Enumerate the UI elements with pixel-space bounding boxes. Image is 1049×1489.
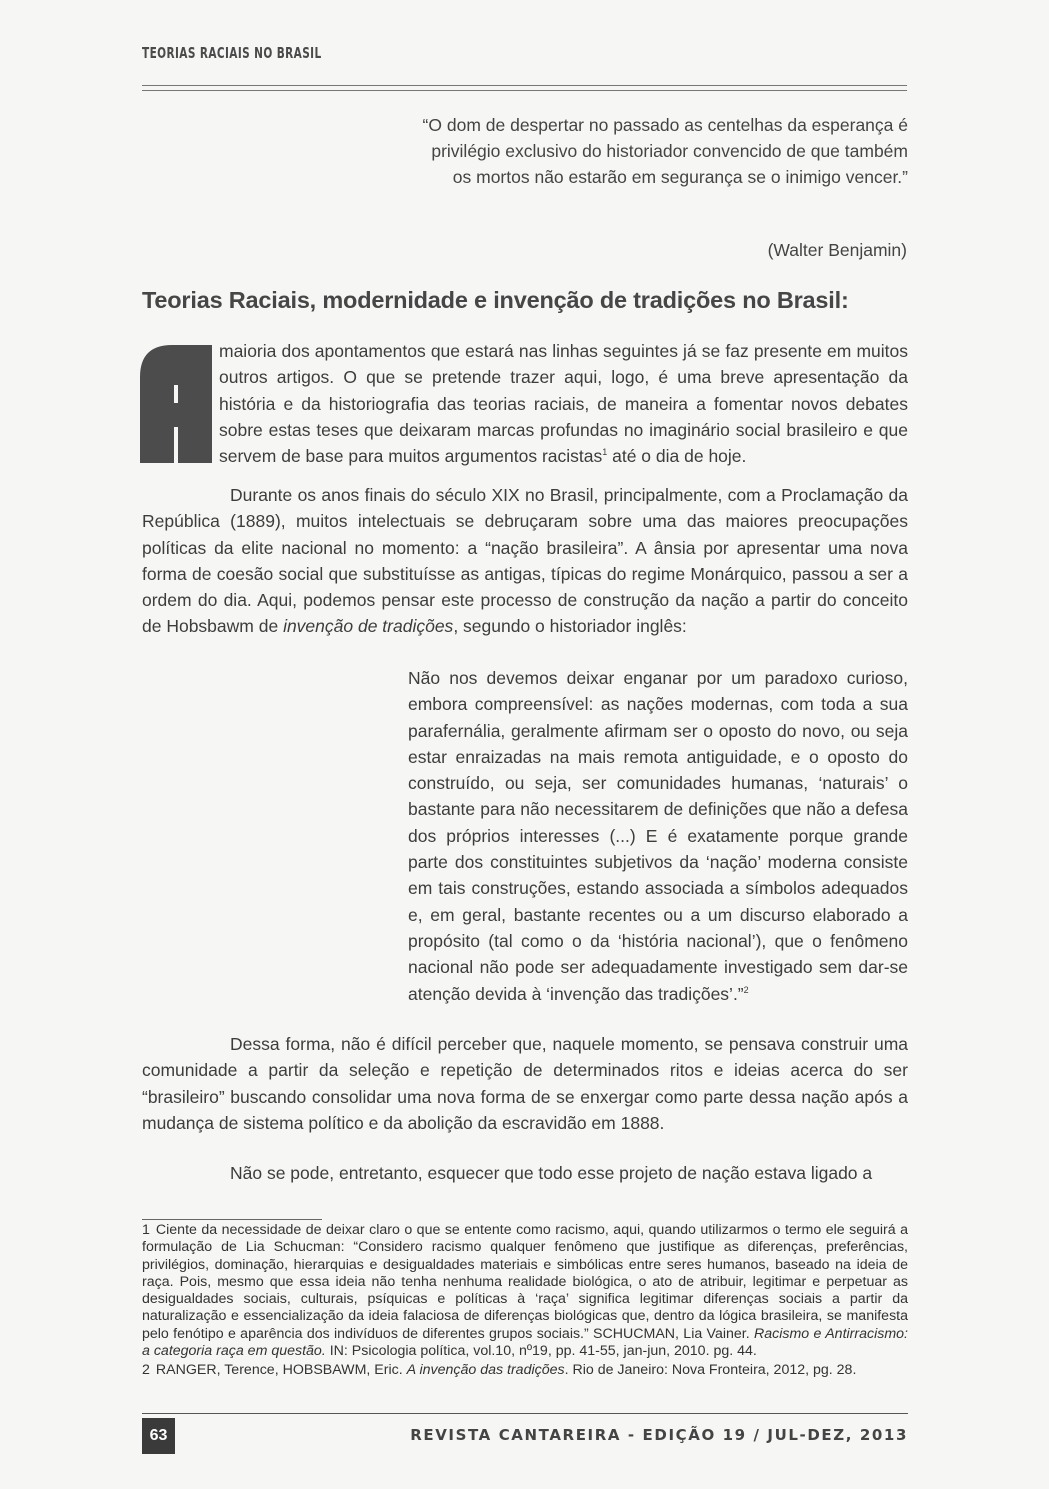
epigraph-text: “O dom de despertar no passado as centelhas da esperança é privilégio exclusivo do historiador convencido de que também os mortos não estarão em segurança se o inimigo vencer.” [422,115,908,187]
footnote-ref-2: 2 [743,984,749,995]
paragraph-1-end: até o dia de hoje. [607,446,747,467]
footnotes [142,1222,908,1382]
paragraph-2-end: , segundo o historiador inglês: [453,616,687,637]
paragraph-4-text: Não se pode, entretanto, esquecer que todo esse projeto de nação estava ligado a [230,1163,873,1183]
footnote-1-end: IN: Psicologia política, vol.10, nº19, pp. 41-55, jan-jun, 2010. pg. 44. [325,1343,757,1360]
paragraph-3-text: Dessa forma, não é difícil perceber que, naquele momento, se pensava construir uma comunidade a partir da seleção e repetição de determinados ritos e ideias acerca do ser “brasileiro” buscando consolidar uma nova forma de se enxergar como parte dessa nação após a mudança de sistema político e da abolição da escravidão em 1888. [142,1034,908,1133]
footer-rule [142,1413,908,1414]
epigraph-author: (Walter Benjamin) [767,240,907,260]
footnote-2-number: 2 [142,1362,150,1379]
running-title: TEORIAS RACIAIS NO BRASIL [142,44,322,62]
footnote-1-title: Racismo e Antirracismo: a categoria raça em questão. [142,1325,908,1360]
footnote-2-text: RANGER, Terence, HOBSBAWM, Eric. [155,1362,407,1379]
header-rule-second [142,90,907,91]
paragraph-2 [142,482,908,640]
footnote-1-text: Ciente da necessidade de deixar claro o que se entente como racismo, aqui, quando utilizarmos o termo ele seguirá a formulação de Lia Schucman: “Considero racismo qualquer fenômeno que justifique as diferenças, preferências, privilégios, dominação, hierarquias e desigualdades materiais e simbólicas entre seres humanos, baseado na ideia de raça. Pois, mesmo que essa ideia não tenha nenhuma realidade biológica, o ato de atribuir, legitimar e perpetuar as desigualdades sociais, culturais, psíquicas e políticas à ‘raça’ significa legitimar diferenças sociais a partir da naturalização e essencialização da ideia falaciosa de diferenças biológicas que, dentro da lógica brasileira, se manifesta pelo fenótipo e aparência dos indivíduos de diferentes grupos sociais.” SCHUCMAN, Lia Vainer. [142,1222,908,1342]
block-quote [408,665,908,1007]
publication-footer: REVISTA CANTAREIRA - EDIÇÃO 19 / JUL-DEZ, 2013 [410,1426,908,1444]
footnote-2-title: A invenção das tradições [406,1362,565,1379]
footnote-rule [142,1219,322,1220]
footnote-2-end: . Rio de Janeiro: Nova Fronteira, 2012, pg. 28. [564,1362,857,1379]
section-title: Teorias Raciais, modernidade e invenção de tradições no Brasil: [142,287,849,313]
paragraph-1 [219,338,908,469]
paragraph-2-text: Durante os anos finais do século XIX no Brasil, principalmente, com a Proclamação da República (1889), muitos intelectuais se debruçaram sobre uma das maiores preocupações políticas da elite nacional no momento: a “nação brasileira”. A ânsia por apresentar uma nova forma de coesão social que substituísse as antigas, típicas do regime Monárquico, passou a ser a ordem do dia. Aqui, podemos pensar este processo de construção da nação a partir do conceito de Hobsbawm de [142,485,908,637]
footnote-ref-1: 1 [602,447,608,458]
paragraph-3 [142,1031,908,1136]
footnote-2 [142,1362,908,1379]
footnote-1 [142,1222,908,1360]
header-rule [142,85,907,86]
drop-cap [140,345,212,463]
page-number: 63 [142,1418,175,1454]
paragraph-1-text: maioria dos apontamentos que estará nas linhas seguintes já se faz presente em muitos outros artigos. O que se pretende trazer aqui, logo, é uma breve apresentação da história e da historiografia das teorias raciais, de maneira a fomentar novos debates sobre estas teses que deixaram marcas profundas no imaginário social brasileiro e que servem de base para muitos argumentos racistas [219,341,908,467]
paragraph-4 [142,1160,908,1186]
block-quote-text: Não nos devemos deixar enganar por um paradoxo curioso, embora compreensível: as nações modernas, com toda a sua parafernália, geralmente afirmam ser o oposto do novo, ou seja estar enraizadas na mais remota antiguidade, e o oposto do construído, ou seja, ser comunidades humanas, ‘naturais’ o bastante para não necessitarem de definições que não a defesa dos próprios interesses (...) E é exatamente porque grande parte dos constituintes subjetivos da ‘nação’ moderna consiste em tais construções, estando associada a símbolos adequados e, em geral, bastante recentes ou a um discurso elaborado a propósito (tal como o da ‘história nacional’), que o fenômeno nacional não pode ser adequadamente investigado sem dar-se atenção devida à ‘invenção das tradições’.” [408,668,908,1004]
paragraph-2-emphasis: invenção de tradições [283,616,454,637]
footnote-1-number: 1 [142,1222,150,1238]
